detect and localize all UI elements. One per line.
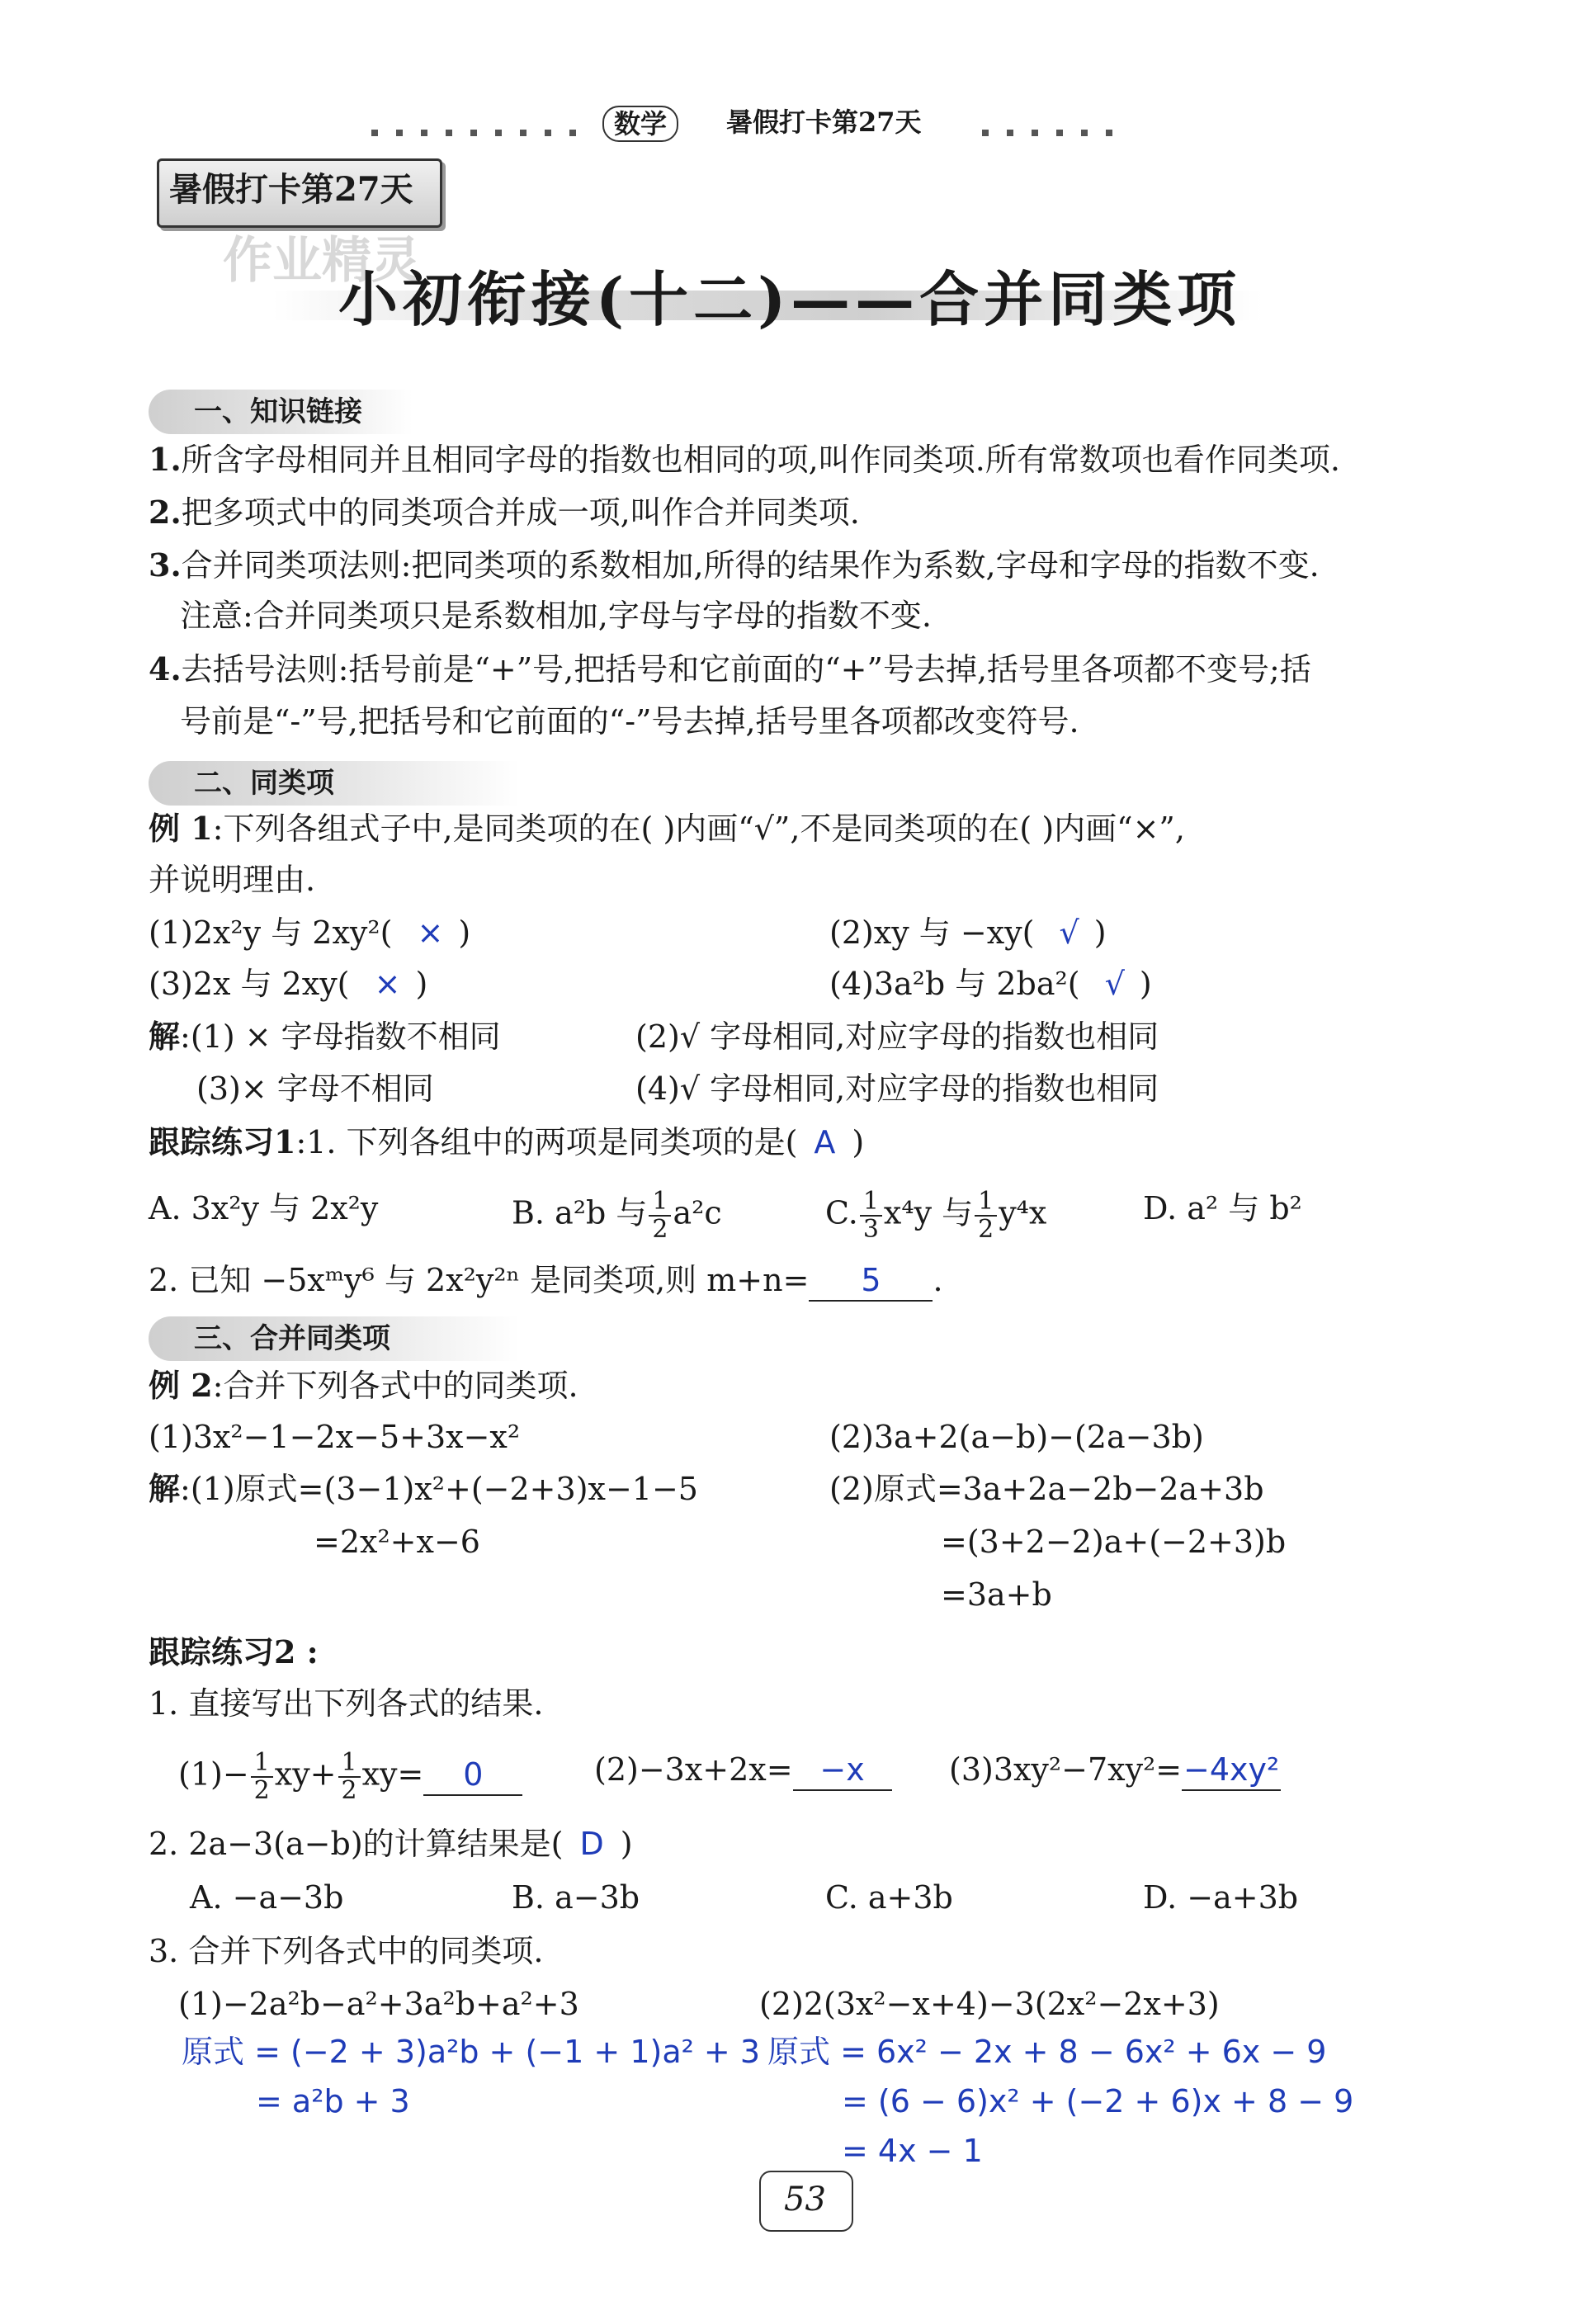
header-dots-right: [982, 124, 1131, 130]
example-2-sol-2a: (2)原式=3a+2a−2b−2a+3b: [829, 1471, 1264, 1507]
solution-1: 解:(1) × 字母指数不相同: [149, 1018, 501, 1055]
header-dots-left: [371, 124, 594, 130]
knowledge-item-2: [149, 493, 860, 532]
example-2-sol-1a: 解:(1)原式=(3−1)x²+(−2+3)x−1−5: [149, 1470, 698, 1507]
example-text: :下列各组式子中,是同类项的在( )内画“√”,不是同类项的在( )内画“×”,: [212, 810, 1185, 847]
answer-mark: ×: [417, 914, 444, 951]
practice-2-q3a-ans1: 原式 = (−2 + 3)a²b + (−1 + 1)a² + 3: [182, 2034, 761, 2070]
day-badge-text: 暑假打卡第27天: [169, 170, 413, 209]
practice-2-q3b-ans2: = (6 − 6)x² + (−2 + 6)x + 8 − 9: [842, 2083, 1354, 2119]
item-num: 3.: [149, 546, 182, 584]
item-num: 2.: [149, 494, 182, 531]
example-1: [149, 809, 1185, 848]
answer-blank: 5: [809, 1260, 933, 1302]
answer-mark: D: [579, 1826, 604, 1862]
knowledge-item-4: [149, 650, 1311, 689]
practice-2-q1a: (1)− $\frac{1}{2}$ xy+ $\frac{1}{2}$ xy= 0: [178, 1750, 522, 1804]
practice-2-opt-d: D. −a+3b: [1143, 1879, 1299, 1916]
practice-2-label: 跟踪练习2 :: [149, 1633, 319, 1670]
practice-2-q3b-ans3: = 4x − 1: [842, 2133, 983, 2169]
practice-2-q1b: (2)−3x+2x= −x: [594, 1750, 892, 1791]
item-text: 把多项式中的同类项合并成一项,叫作合并同类项.: [181, 494, 860, 531]
solution-4: (4)√ 字母相同,对应字母的指数也相同: [635, 1070, 1159, 1107]
example-2: 例 2:合并下列各式中的同类项.: [149, 1367, 578, 1404]
item-text: 去括号法则:括号前是“+”号,把括号和它前面的“+”号去掉,括号里各项都不变号;括: [181, 651, 1311, 688]
example-2-e1: (1)3x²−1−2x−5+3x−x²: [149, 1419, 521, 1455]
item-text: 合并同类项法则:把同类项的系数相加,所得的结果作为系数,字母和字母的指数不变.: [181, 547, 1320, 584]
header-day-label: 暑假打卡第27天: [726, 106, 922, 138]
item-num: 1.: [149, 441, 182, 478]
example-2-e2: (2)3a+2(a−b)−(2a−3b): [829, 1419, 1204, 1455]
option-d: D. a² 与 b²: [1143, 1190, 1302, 1226]
fraction: $\frac{1}{2}$: [338, 1750, 361, 1804]
answer-blank: −4xy²: [1182, 1750, 1281, 1791]
fraction: $\frac{1}{2}$: [251, 1750, 273, 1804]
example-1-q2: (2)xy 与 −xy( √ ): [829, 914, 1107, 951]
fraction: $\frac{1}{2}$: [975, 1188, 997, 1243]
answer-mark: √: [1059, 914, 1079, 951]
item-text: 注意:合并同类项只是系数相加,字母与字母的指数不变.: [180, 598, 932, 634]
example-2-sol-1b: =2x²+x−6: [314, 1524, 480, 1560]
example-1-cont: 并说明理由.: [149, 862, 316, 898]
example-2-sol-2c: =3a+b: [941, 1576, 1052, 1613]
header-subject: 数学: [602, 106, 678, 142]
practice-2-q1c: (3)3xy²−7xy²=−4xy²: [949, 1750, 1281, 1791]
practice-2-opt-c: C. a+3b: [825, 1879, 953, 1916]
practice-2-q3b-ans1: 原式 = 6x² − 2x + 8 − 6x² + 6x − 9: [767, 2034, 1327, 2070]
section-title-1: 一、知识链接: [194, 395, 362, 428]
watermark: 作业精灵: [223, 232, 421, 290]
answer-blank: 0: [423, 1755, 522, 1796]
answer-mark: A: [814, 1124, 836, 1160]
example-2-sol-2b: =(3+2−2)a+(−2+3)b: [941, 1524, 1287, 1560]
example-1-q3: (3)2x 与 2xy( × ): [149, 966, 428, 1002]
answer-mark: √: [1104, 966, 1125, 1002]
page-title: 小初衔接(十二)——合并同类项: [338, 264, 1242, 334]
fraction: $\frac{1}{3}$: [860, 1188, 882, 1243]
practice-2-opt-b: B. a−3b: [512, 1879, 640, 1916]
answer-mark: ×: [374, 966, 401, 1002]
section-title-3: 三、合并同类项: [194, 1322, 390, 1355]
example-label: 例 1: [149, 810, 213, 847]
practice-2-opt-a: A. −a−3b: [190, 1879, 344, 1916]
item-text: 所含字母相同并且相同字母的指数也相同的项,叫作同类项.所有常数项也看作同类项.: [181, 442, 1340, 478]
example-1-q4: (4)3a²b 与 2ba²( √ ): [829, 966, 1152, 1002]
practice-2-q3a-ans2: = a²b + 3: [256, 2083, 410, 2119]
knowledge-note: [180, 596, 932, 636]
practice-2-q3: 3. 合并下列各式中的同类项.: [149, 1933, 544, 1969]
practice-2-q1: 1. 直接写出下列各式的结果.: [149, 1685, 544, 1722]
practice-1: 跟踪练习1:1. 下列各组中的两项是同类项的是( A ): [149, 1123, 865, 1160]
item-num: 4.: [149, 650, 182, 688]
page-number: 53: [784, 2181, 826, 2219]
practice-2-q2: 2. 2a−3(a−b)的计算结果是( D ): [149, 1826, 633, 1862]
knowledge-item-4-cont: [180, 702, 1079, 741]
practice-1-q2: 2. 已知 −5xᵐy⁶ 与 2x²y²ⁿ 是同类项,则 m+n= 5 .: [149, 1260, 943, 1302]
solution-2: (2)√ 字母相同,对应字母的指数也相同: [635, 1018, 1159, 1055]
example-1-q1: (1)2x²y 与 2xy²( × ): [149, 914, 471, 951]
option-c: C. $\frac{1}{3}$ x⁴y 与 $\frac{1}{2}$ y⁴x: [825, 1187, 1047, 1244]
item-text: 号前是“-”号,把括号和它前面的“-”号去掉,括号里各项都改变符号.: [180, 703, 1079, 740]
answer-blank: −x: [793, 1750, 892, 1791]
practice-2-q3a: (1)−2a²b−a²+3a²b+a²+3: [178, 1986, 579, 2022]
practice-2-q3b: (2)2(3x²−x+4)−3(2x²−2x+3): [759, 1986, 1220, 2022]
option-a: A. 3x²y 与 2x²y: [149, 1190, 379, 1226]
solution-3: (3)× 字母不相同: [196, 1070, 434, 1107]
knowledge-item-3: [149, 546, 1320, 585]
knowledge-item-1: [149, 440, 1340, 480]
section-title-2: 二、同类项: [194, 767, 334, 800]
option-b: B. a²b 与 $\frac{1}{2}$ a²c: [512, 1187, 722, 1244]
fraction: $\frac{1}{2}$: [649, 1188, 671, 1243]
